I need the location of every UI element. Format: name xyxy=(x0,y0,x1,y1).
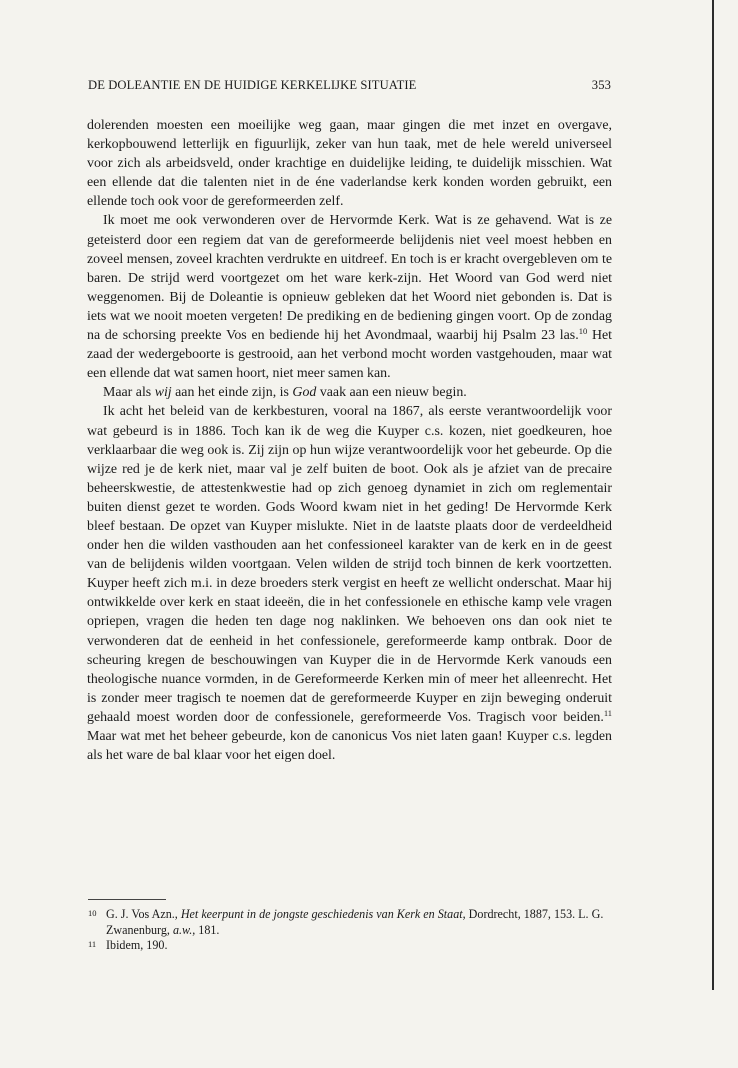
paragraph-text: Maar als xyxy=(103,385,155,401)
paragraph-text: aan het einde zijn, is xyxy=(171,385,293,401)
footnote-text: Ibidem, 190. xyxy=(106,938,168,953)
footnote xyxy=(88,938,611,954)
paragraph xyxy=(87,383,612,402)
paragraph-text: Ik moet me ook verwonderen over de Hervormde Kerk. Wat is ze gehavend. Wat is ze geteisterd door een regiem dat van de gereformeerde belijdenis niet veel moest hebben en zoveel mensen, zoveel krachten verdrukte en uitdreef. En toch is er kracht overgebleven om te baren. De strijd werd voortgezet om het ware kerk-zijn. Het Woord van God werd niet weggenomen. Bij de Doleantie is opnieuw gebleken dat het Woord niet gebonden is. Dat is iets wat we nooit moeten vergeten! De prediking en de bediening gingen voort. Op de zondag na de schorsing preekte Vos en bediende hij het Avondmaal, waarbij hij Psalm 23 las. xyxy=(87,213,612,344)
body-text xyxy=(87,116,612,765)
page-number: 353 xyxy=(591,78,611,92)
emphasis: God xyxy=(292,385,317,401)
footnote-text: 181. xyxy=(195,922,220,937)
paragraph-text: Maar wat met het beheer gebeurde, kon de canonicus Vos niet laten gaan! Kuyper c.s. legden als het ware de bal klaar voor het eigen doel. xyxy=(87,729,612,764)
running-title: DE DOLEANTIE EN DE HUIDIGE KERKELIJKE SITUATIE xyxy=(88,78,417,92)
footnote-abbr: a.w., xyxy=(172,922,196,937)
paragraph xyxy=(87,211,612,383)
footnote-ref: 10 xyxy=(578,326,588,337)
footnote-ref: 11 xyxy=(603,707,612,718)
paragraph-text: vaak aan een nieuw begin. xyxy=(316,385,467,401)
paragraph: dolerenden moesten een moeilijke weg gaan, maar gingen die met inzet en overgave, kerkopbouwend letterlijk en figuurlijk, zeker van hun taak, met de hele wereld universeel voor zich als arbeidsveld, onder krachtige en duidelijke leiding, te duidelijk misschien. Wat een ellende dat die talenten niet in de éne vaderlandse kerk konden worden gebruikt, een ellende toch ook voor de gereformeerden zelf. xyxy=(87,118,612,210)
footnote xyxy=(88,907,611,938)
paragraph xyxy=(87,402,612,765)
footnote-text: Dordrecht, 1887, 153. L. G. Zwanenburg, xyxy=(106,907,604,937)
footnote-title: Het keerpunt in de jongste geschiedenis van Kerk en Staat, xyxy=(180,907,466,921)
page-edge-line xyxy=(712,0,714,990)
footnotes xyxy=(88,907,611,954)
footnote-text: G. J. Vos Azn., xyxy=(106,907,181,921)
paragraph-text: Het zaad der wedergeboorte is gestrooid, aan het verbond mocht worden vastgehouden, maar wat een ellende dat wat samen hoort, niet meer samen kan. xyxy=(87,328,612,382)
emphasis: wij xyxy=(154,385,172,401)
footnote-divider xyxy=(88,899,166,900)
running-header xyxy=(88,78,611,98)
footnote-number: 11 xyxy=(88,939,97,950)
footnote-number: 10 xyxy=(88,908,97,918)
paragraph-text: Ik acht het beleid van de kerkbesturen, vooral na 1867, als eerste verantwoordelijk voor wat gebeurd is in 1886. Toch kan ik de weg die Kuyper c.s. kozen, niet goedkeuren, hoe verklaarbaar die weg ook is. Zij zijn op hun wijze verantwoordelijk voor het gebeurde. Op die wijze red je de kerk niet, maar val je zelf buiten de boot. Ook als je afziet van de precaire beheerskwestie, de attestenkwestie had op zich genoeg dynamiet in zich om reglementair buiten dienst gezet te worden. Gods Woord kwam niet in het geding! De Hervormde Kerk bleef bestaan. De opzet van Kuyper mislukte. Niet in de laatste plaats door de verdeeldheid onder hen die wilden vasthouden aan het confessioneel karakter van de kerk en in de geest van de belijdenis wilden voortgaan. Velen wilden de strijd toch binnen de kerk voortzetten. Kuyper heeft zich m.i. in deze broeders sterk vergist en heeft ze wellicht onderschat. Maar hij ontwikkelde over kerk en staat ideeën, die in het confessionele en ethische kamp vele vragen opriepen, vragen die heden ten dage nog naklinken. We behoeven ons dan ook niet te verwonderen dat de eenheid in het confessionele, gereformeerde kamp ontbrak. Door de scheuring kregen de beschouwingen van Kuyper die in de Hervormde Kerk vanouds een theologische nuance vormden, in de Gereformeerde Kerken min of meer het alleenrecht. Het is zonder meer tragisch te noemen dat de gereformeerde Kuyper en zijn beweging onderuit gehaald moest worden door de confessionele, gereformeerde Vos. Tragisch voor beiden. xyxy=(87,404,612,725)
